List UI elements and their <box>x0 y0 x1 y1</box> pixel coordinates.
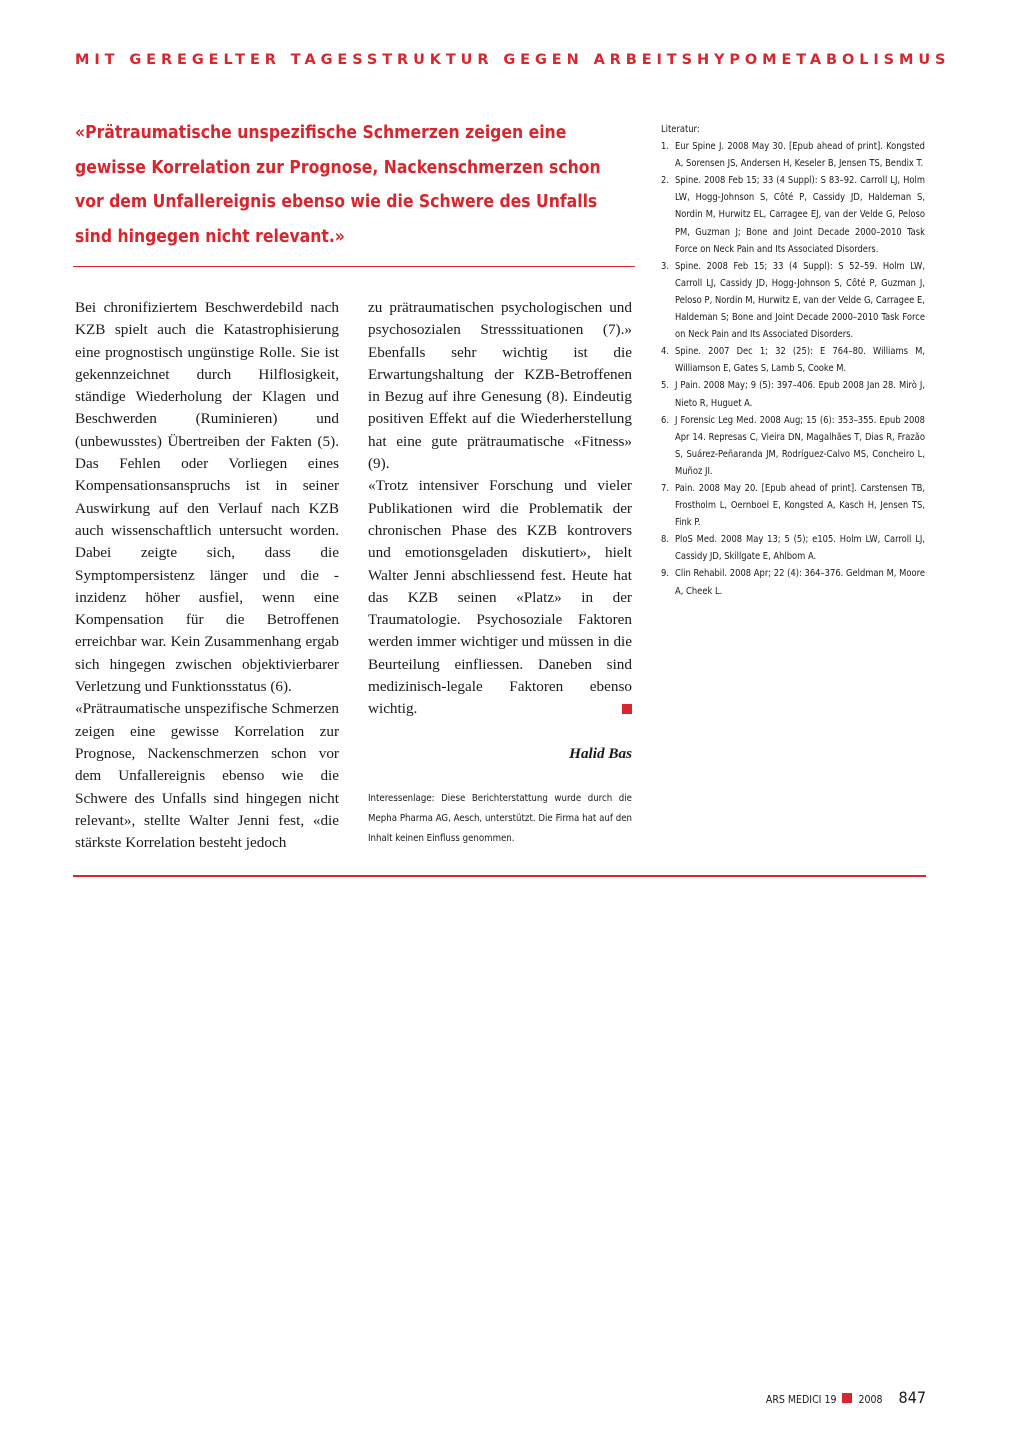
reference-number: 6. <box>661 414 669 426</box>
reference-number: 7. <box>661 482 669 494</box>
separator-square-icon <box>842 1393 852 1403</box>
reference-text: Spine. 2008 Feb 15; 33 (4 Suppl): S 83–92. Carroll LJ, Holm LW, Hogg-Johnson S, Côté P, Cassidy JD, Haldeman S, Nordin M, Hurwitz EL, Carragee EJ, van der Velde G, Peloso PM, Guzman J; Bone and Joint Decade 2000–2010 Task Force on Neck Pain and Its Associated Disorders. <box>675 175 925 255</box>
end-of-article-square-icon <box>622 704 632 714</box>
paragraph: «Prätraumatische unspezifische Schmerzen zeigen eine gewisse Korrelation zur Prognose, Nackenschmerzen schon vor dem Unfallereignis ebenso wie die Schwere des Unfalls sind hingegen nicht relevant», stellte Walter Jenni fest, «die stärkste Korrelation besteht jedoch <box>75 700 339 852</box>
page-number: 847 <box>898 1388 926 1407</box>
journal-name: ARS MEDICI 19 <box>765 1394 837 1406</box>
reference-number: 1. <box>661 141 669 153</box>
page-footer <box>766 1388 926 1407</box>
reference-item <box>661 258 925 343</box>
body-column-1 <box>75 297 339 854</box>
reference-item <box>661 343 925 377</box>
reference-text: Eur Spine J. 2008 May 30. [Epub ahead of print]. Kongsted A, Sorensen JS, Andersen H, Keseler B, Jensen TS, Bendix T. <box>675 141 925 170</box>
reference-item <box>661 377 925 411</box>
pull-quote-divider <box>73 266 635 267</box>
paragraph-text: «Trotz intensiver Forschung und vieler Publikationen wird die Problematik der chronischen Phase des KZB kontrovers und emotionsgeladen diskutiert», hielt Walter Jenni abschliessend fest. Heute hat das KZB seinen «Platz» in der Traumatologie. Psychosoziale Faktoren werden immer wichtiger und müssen in die Beurteilung einfliessen. Daneben sind medizinisch-legale Faktoren ebenso wichtig. <box>368 477 632 718</box>
disclosure-note: Interessenlage: Diese Berichterstattung wurde durch die Mepha Pharma AG, Aesch, unterstützt. Die Firma hat auf den Inhalt keinen Einfluss genommen. <box>368 792 632 844</box>
paragraph: Bei chronifiziertem Beschwerdebild nach KZB spielt auch die Katastrophisierung eine prognostisch ungünstige Rolle. Sie ist gekennzeichnet durch Hilflosigkeit, ständige Wiederholung der Klagen und Beschwerden (Ruminieren) und (unbewusstes) Übertreiben der Fakten (5). Das Fehlen oder Vorliegen eines Kompensationsanspruchs ist in seiner Auswirkung auf den Verlauf nach KZB auch wissenschaftlich untersucht worden. Dabei zeigte sich, dass die Symptompersistenz länger und die -inzidenz höher ausfiel, wenn eine Kompensation für die Betroffenen erreichbar war. Kein Zusammenhang ergab sich hingegen zwischen objektivierbarer Verletzung und Funktionsstatus (6). <box>75 299 339 696</box>
reference-number: 8. <box>661 534 669 546</box>
reference-number: 9. <box>661 568 669 580</box>
paragraph: zu prätraumatischen psychologischen und psychosozialen Stresssituationen (7).» Ebenfalls sehr wichtig ist die Erwartungshaltung der KZB-Betroffenen in Bezug auf ihre Genesung (8). Eindeutig positiven Effekt auf die Wiederherstellung hat eine gute prätraumatische «Fitness» (9). <box>368 299 632 473</box>
reference-text: Clin Rehabil. 2008 Apr; 22 (4): 364–376. Geldman M, Moore A, Cheek L. <box>675 568 925 597</box>
reference-item <box>661 531 925 565</box>
references-list <box>661 138 925 600</box>
reference-number: 3. <box>661 260 669 272</box>
reference-text: Pain. 2008 May 20. [Epub ahead of print]. Carstensen TB, Frostholm L, Oernboel E, Kongsted A, Kasch H, Jensen TS, Fink P. <box>675 482 925 529</box>
reference-item <box>661 412 925 480</box>
author-byline: Halid Bas <box>569 744 632 762</box>
reference-item <box>661 138 925 172</box>
reference-text: J Forensic Leg Med. 2008 Aug; 15 (6): 353–355. Epub 2008 Apr 14. Represas C, Vieira DN, Magalhães T, Dias R, Frazão S, Suárez-Peñaranda JM, Rodríguez-Calvo MS, Concheiro L, Muñoz JI. <box>675 414 925 477</box>
reference-text: Spine. 2008 Feb 15; 33 (4 Suppl): S 52–59. Holm LW, Carroll LJ, Cassidy JD, Hogg-Johnson S, Côté P, Guzman J, Peloso P, Nordin M, Hurwitz E, van der Velde G, Carragee E, Haldeman S; Bone and Joint Decade 2000–2010 Task Force on Neck Pain and Its Associated Disorders. <box>675 260 925 341</box>
reference-item <box>661 565 925 599</box>
references <box>661 121 925 600</box>
reference-item <box>661 172 925 257</box>
reference-text: Spine. 2007 Dec 1; 32 (25): E 764–80. Williams M, Williamson E, Gates S, Lamb S, Cooke M. <box>675 346 925 375</box>
references-title: Literatur: <box>661 124 700 135</box>
running-head: MIT GEREGELTER TAGESSTRUKTUR GEGEN ARBEITSHYPOMETABOLISMUS <box>75 52 951 68</box>
issue-year: 2008 <box>858 1394 883 1406</box>
paragraph-last <box>368 475 632 720</box>
pull-quote: «Prätraumatische unspezifische Schmerzen zeigen eine gewisse Korrelation zur Prognose, Nackenschmerzen schon vor dem Unfallereignis ebenso wie die Schwere des Unfalls sind hingegen nicht relevant.» <box>75 123 601 247</box>
reference-number: 4. <box>661 346 669 358</box>
article-end-divider <box>73 875 926 877</box>
reference-text: J Pain. 2008 May; 9 (5): 397–406. Epub 2008 Jan 28. Mirò J, Nieto R, Huguet A. <box>675 380 925 409</box>
reference-text: PloS Med. 2008 May 13; 5 (5); e105. Holm LW, Carroll LJ, Cassidy JD, Skillgate E, Ahlbom A. <box>675 534 925 563</box>
reference-number: 5. <box>661 380 669 392</box>
reference-item <box>661 480 925 531</box>
reference-number: 2. <box>661 175 669 187</box>
body-column-2 <box>368 297 632 849</box>
